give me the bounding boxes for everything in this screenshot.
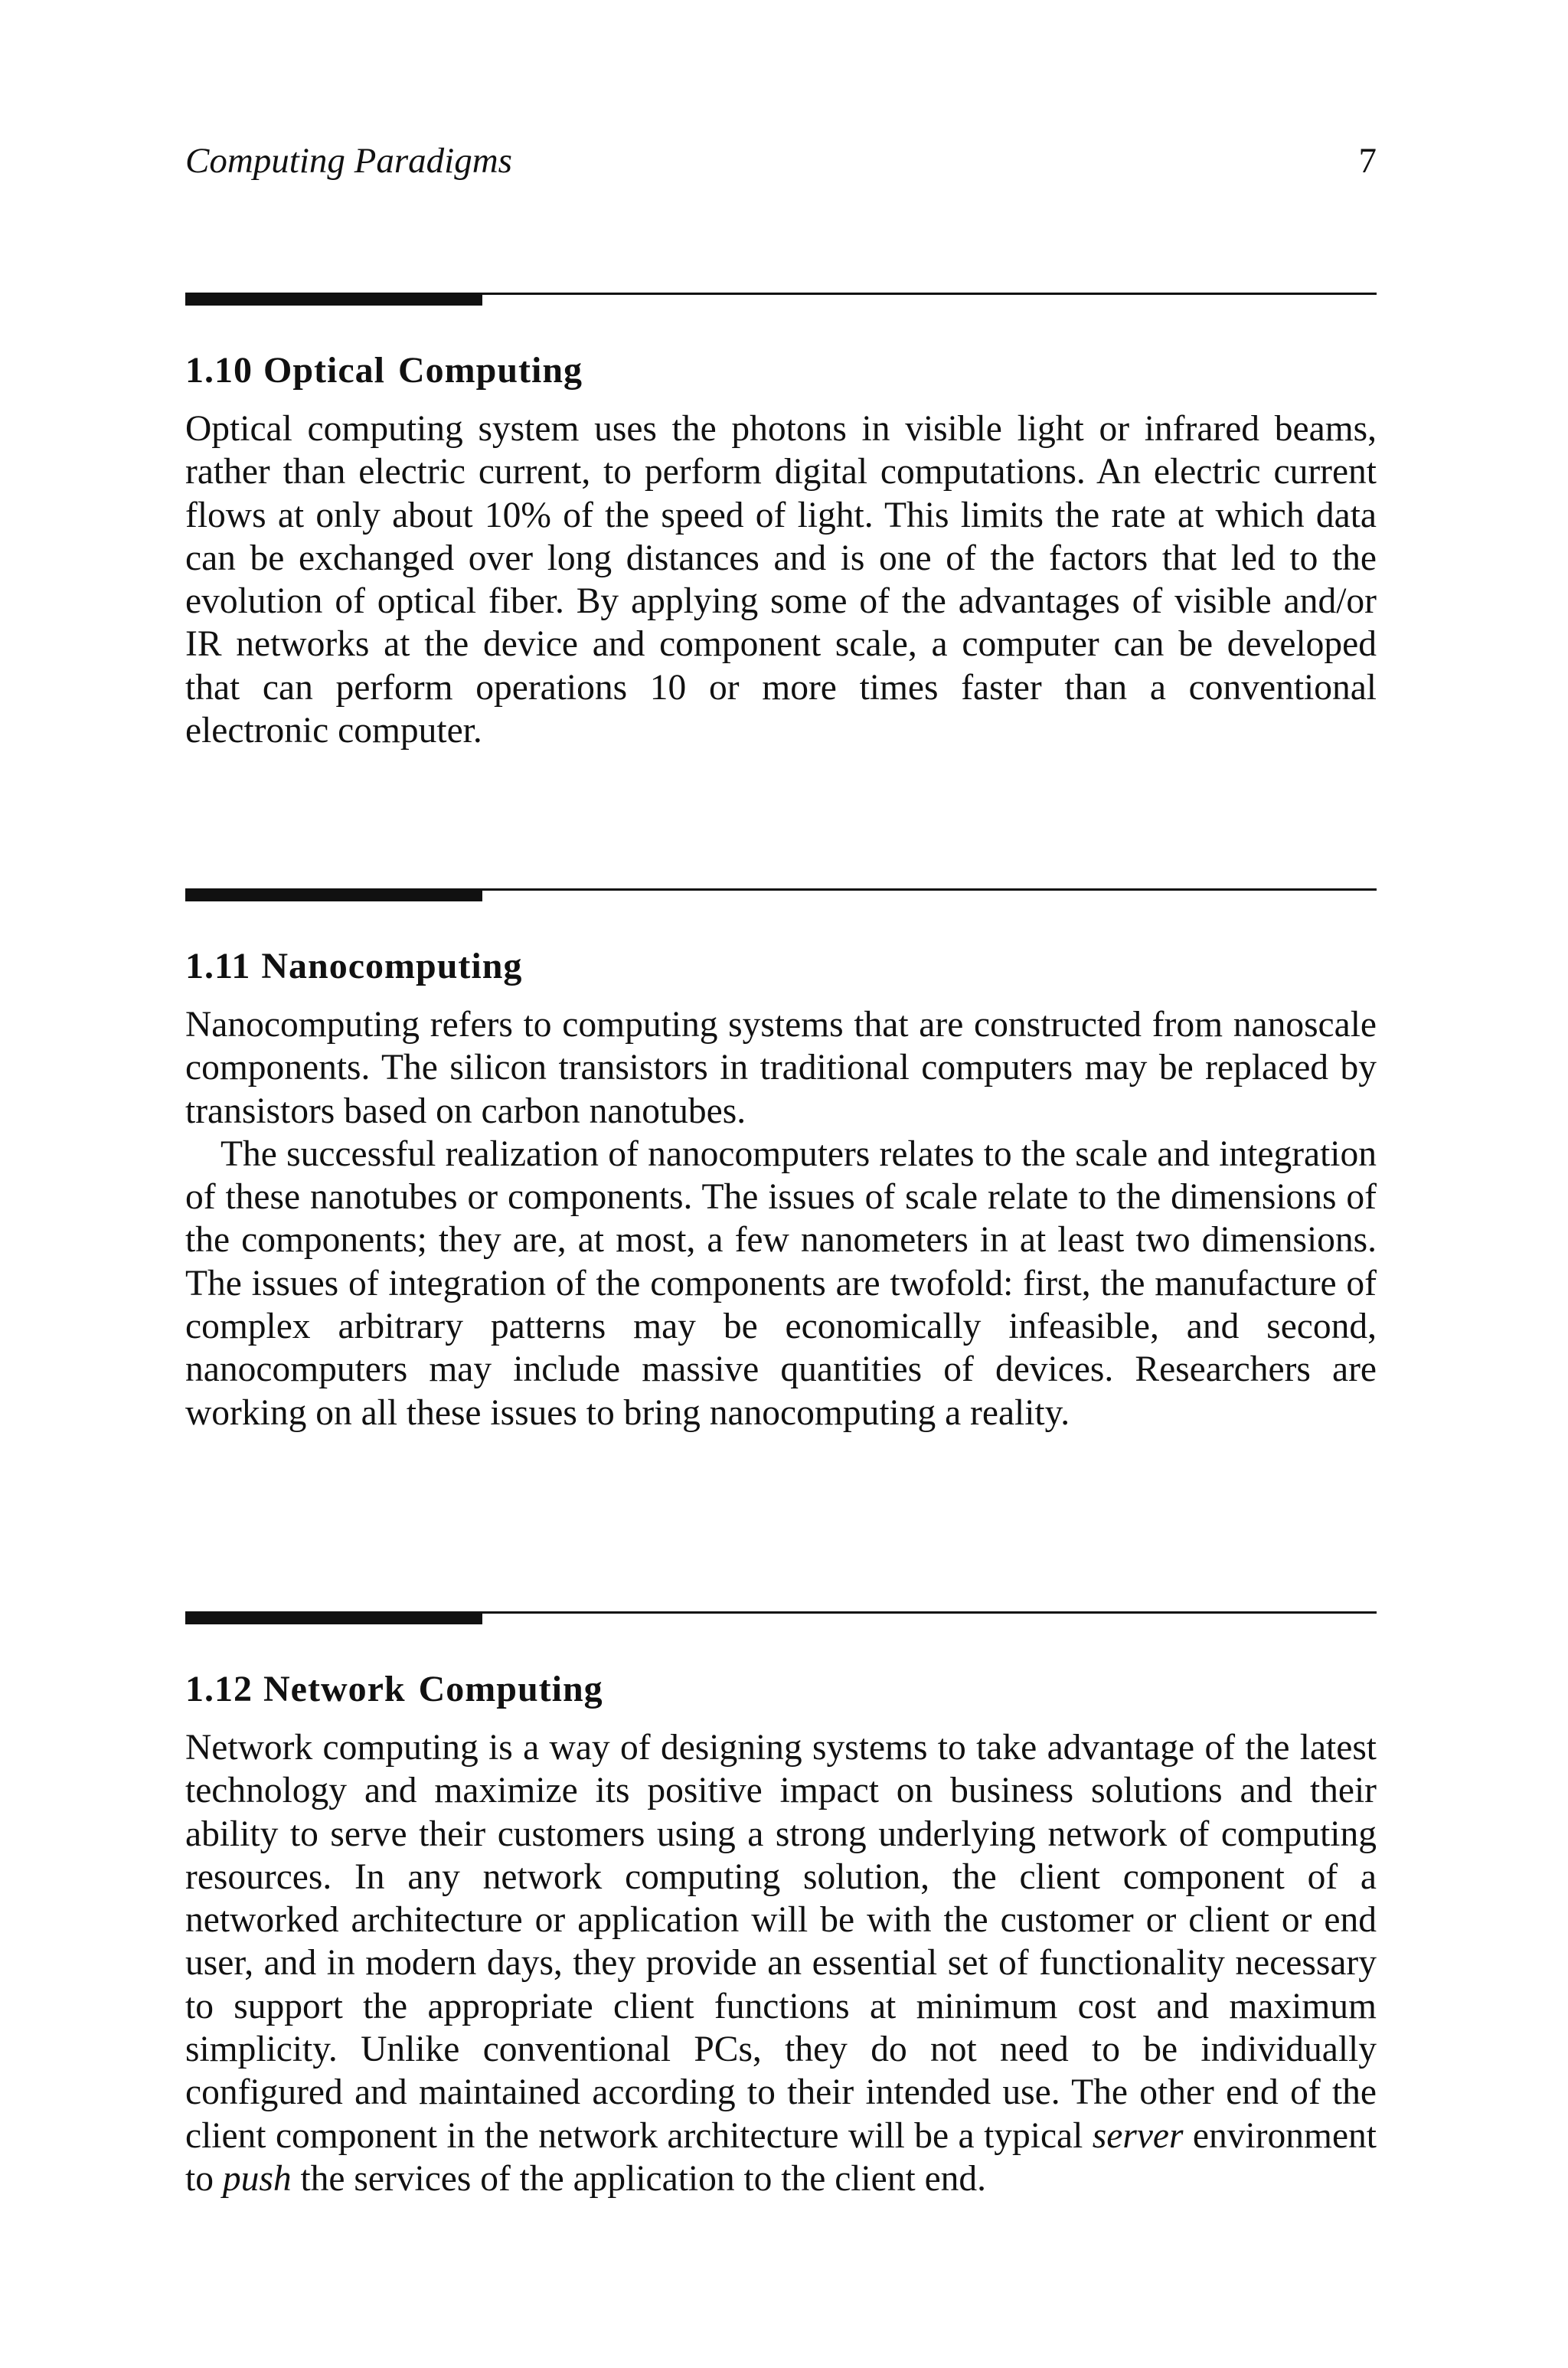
emphasized-term-push: push: [222, 2158, 292, 2199]
running-head: [185, 136, 1377, 185]
paragraph-text: Network computing is a way of designing systems to take advantage of the latest technology and maximize its positive impact on business solutions and their ability to serve their customers using a strong underlying network of computing resources. In any network computing solution, the client component of a networked architecture or application will be with the customer or client or end user, and in modern days, they provide an essential set of functionality necessary to support the appropriate client functions at minimum cost and maximum simplicity. Unlike conventional PCs, they do not need to be individually configured and maintained according to their intended use. The other end of the client component in the network architecture will be a typical: [185, 1728, 1377, 2156]
section-rule: [185, 1611, 1377, 1625]
section-rule: [185, 293, 1377, 306]
section-rule-thick-bar: [185, 1611, 482, 1624]
section-rule: [185, 888, 1377, 902]
paragraph-text: the services of the application to the client end.: [291, 2158, 987, 2199]
page-number: 7: [1358, 141, 1377, 181]
paragraph-text: environment to: [185, 2115, 1377, 2199]
running-head-title: Computing Paradigms: [185, 141, 512, 181]
section-optical-computing: [185, 293, 1377, 752]
section-rule-thick-bar: [185, 293, 482, 306]
body-paragraph: Nanocomputing refers to computing systems that are constructed from nanoscale components. The silicon transistors in traditional computers may be replaced by transistors based on carbon nanotubes.: [185, 1005, 1377, 1131]
section-heading: [185, 346, 1377, 395]
section-number: 1.10: [185, 350, 253, 391]
section-title: Network Computing: [263, 1669, 603, 1709]
body-paragraph: The successful realization of nanocomputers relates to the scale and integration of these nanotubes or components. The issues of scale relate to the dimensions of the components; they are, at most, a few nanometers in at least two dimensions. The issues of integration of the components are twofold: first, the manufacture of complex arbitrary patterns may be economically infeasible, and second, nanocomputers may include massive quantities of devices. Researchers are working on all these issues to bring nanocomputing a reality.: [185, 1133, 1377, 1433]
section-heading: [185, 942, 1377, 991]
body-paragraph: Optical computing system uses the photons in visible light or infrared beams, rather than electric current, to perform digital computations. An electric current flows at only about 10% of the speed of light. This limits the rate at which data can be exchanged over long distances and is one of the factors that led to the evolution of optical fiber. By applying some of the advantages of visible and/or IR networks at the device and component scale, a computer can be developed that can perform operations 10 or more times faster than a conventional electronic computer.: [185, 409, 1377, 751]
section-title: Nanocomputing: [261, 946, 523, 986]
section-heading: [185, 1665, 1377, 1714]
section-nanocomputing: [185, 888, 1377, 1434]
section-number: 1.12: [185, 1669, 253, 1709]
section-rule-thick-bar: [185, 888, 482, 901]
section-network-computing: [185, 1611, 1377, 2200]
body-paragraph: [185, 1726, 1377, 2200]
emphasized-term-server: server: [1092, 2115, 1184, 2156]
section-title: Optical Computing: [263, 350, 583, 391]
section-number: 1.11: [185, 946, 251, 986]
